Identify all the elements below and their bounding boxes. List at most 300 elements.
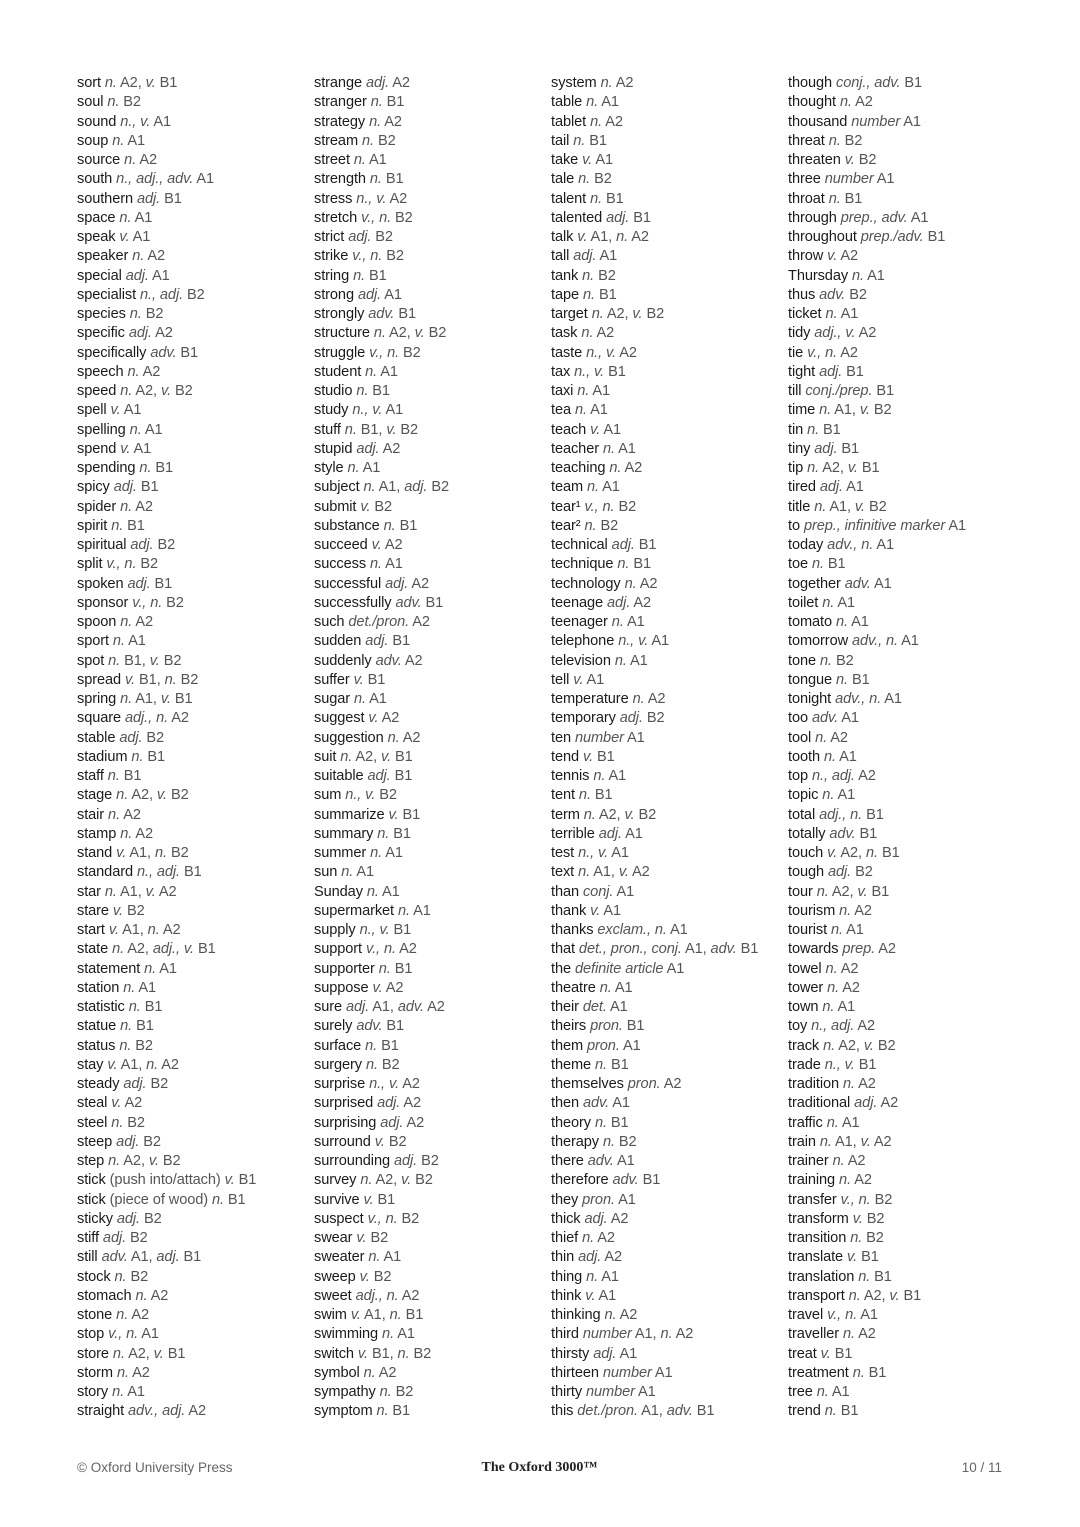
word-entry xyxy=(551,883,758,902)
word-entry xyxy=(314,151,449,170)
word-entry xyxy=(551,1383,758,1402)
word-info: n. A1 xyxy=(382,1326,415,1343)
word-entry xyxy=(551,960,758,979)
headword: spending xyxy=(77,460,136,476)
word-entry xyxy=(314,1037,449,1056)
headword: terrible xyxy=(551,825,595,842)
word-entry xyxy=(314,536,449,555)
word-info: adv. B1 xyxy=(395,594,444,611)
word-entry xyxy=(551,228,758,247)
word-entry xyxy=(788,825,966,844)
word-info: adv., n. A1 xyxy=(827,537,894,553)
word-info: n. A1 xyxy=(822,999,856,1015)
headword: study xyxy=(314,402,349,419)
headword: staff xyxy=(77,768,104,784)
word-info: n. A2, v. B2 xyxy=(373,325,447,342)
headword: treat xyxy=(788,1345,817,1362)
headword: supply xyxy=(314,922,356,938)
word-entry xyxy=(551,940,758,959)
word-entry xyxy=(788,517,966,536)
headword: their xyxy=(551,999,579,1015)
word-entry xyxy=(77,440,256,459)
headword: subject xyxy=(314,479,360,496)
headword: third xyxy=(551,1326,579,1343)
headword: sort xyxy=(77,75,101,91)
headword: step xyxy=(77,1153,105,1169)
word-entry xyxy=(314,1075,449,1094)
word-info: n. A1 xyxy=(825,306,859,322)
headword: style xyxy=(314,460,344,476)
word-entry xyxy=(77,209,256,228)
headword: tomorrow xyxy=(788,633,849,650)
word-entry xyxy=(77,575,256,594)
headword: stand xyxy=(77,845,113,861)
word-entry xyxy=(314,844,449,863)
headword: towards xyxy=(788,941,839,958)
word-info: adj. B2 xyxy=(348,229,393,245)
word-entry xyxy=(551,1056,758,1075)
headword: till xyxy=(788,383,802,399)
word-info: adj. B1 xyxy=(367,768,413,784)
word-entry xyxy=(77,247,256,266)
word-entry xyxy=(788,902,966,921)
word-entry xyxy=(77,1364,256,1383)
headword: suggestion xyxy=(314,729,384,746)
word-info: n. A2 xyxy=(132,248,165,265)
word-entry xyxy=(788,652,966,671)
word-entry xyxy=(314,190,449,209)
word-info: n., v. A2 xyxy=(369,1076,420,1092)
word-info: (piece of wood) n. B1 xyxy=(109,1191,246,1208)
headword: television xyxy=(551,652,611,669)
headword: throughout xyxy=(788,229,857,245)
headword: sudden xyxy=(314,633,362,650)
headword: stranger xyxy=(314,94,367,111)
word-entry xyxy=(551,247,758,266)
word-info: n. B2 xyxy=(379,1384,414,1400)
headword: stupid xyxy=(314,440,353,457)
word-entry xyxy=(314,613,449,632)
word-info: number A1 xyxy=(851,113,921,130)
headword: today xyxy=(788,537,824,553)
word-info: adv. A1 xyxy=(811,710,859,727)
word-entry xyxy=(77,1229,256,1248)
word-entry xyxy=(788,767,966,786)
word-entry xyxy=(314,632,449,651)
word-info: v. A1 xyxy=(590,902,622,919)
word-entry xyxy=(788,863,966,882)
word-entry xyxy=(314,709,449,728)
word-entry xyxy=(788,1152,966,1171)
headword: test xyxy=(551,845,575,861)
headword: temperature xyxy=(551,691,629,707)
word-info: adj. B1 xyxy=(127,575,173,592)
word-entry xyxy=(314,1191,449,1210)
word-info: adj. A2 xyxy=(128,325,173,342)
word-info: n. A2, v. B2 xyxy=(360,1172,433,1189)
word-entry xyxy=(314,401,449,420)
word-entry xyxy=(77,151,256,170)
word-entry xyxy=(314,209,449,228)
word-entry xyxy=(551,440,758,459)
word-info: n. A2, v. B2 xyxy=(120,383,193,399)
word-entry xyxy=(551,267,758,286)
word-entry xyxy=(551,767,758,786)
headword: touch xyxy=(788,845,824,861)
headword: topic xyxy=(788,787,819,804)
word-entry xyxy=(77,1325,256,1344)
headword: spot xyxy=(77,652,105,669)
word-info: adj. A2 xyxy=(607,594,651,611)
headword: sun xyxy=(314,864,338,881)
word-entry xyxy=(788,1017,966,1036)
word-entry xyxy=(77,498,256,517)
word-info: number A1 xyxy=(602,1364,673,1381)
word-entry xyxy=(77,555,256,574)
headword: steel xyxy=(77,1114,108,1131)
word-info: v. A1 xyxy=(582,152,614,168)
headword: strike xyxy=(314,248,349,265)
word-entry xyxy=(314,998,449,1017)
headword: sweet xyxy=(314,1287,352,1304)
headword: swear xyxy=(314,1230,353,1246)
headword: taxi xyxy=(551,383,574,399)
word-entry xyxy=(314,1094,449,1113)
headword: thought xyxy=(788,94,836,111)
word-info: n. A2 xyxy=(582,1230,615,1246)
headword: through xyxy=(788,209,837,226)
headword: themselves xyxy=(551,1076,624,1092)
headword: street xyxy=(314,152,350,168)
word-info: v. B1 xyxy=(388,806,421,823)
headword: tidy xyxy=(788,325,811,342)
word-info: n. B2 xyxy=(107,94,141,111)
headword: teenage xyxy=(551,594,604,611)
word-entry xyxy=(314,729,449,748)
word-entry xyxy=(551,170,758,189)
word-info: n. A1 xyxy=(112,132,146,149)
word-entry xyxy=(551,382,758,401)
word-info: n. B1 xyxy=(107,768,142,784)
word-info: n. B2 xyxy=(361,132,396,149)
word-entry xyxy=(77,1248,256,1267)
word-info: n. B1 xyxy=(852,1364,887,1381)
word-entry xyxy=(314,825,449,844)
word-info: n. A1, adj. B2 xyxy=(363,479,449,496)
headword: strength xyxy=(314,171,366,188)
word-info: v., n. B2 xyxy=(584,498,637,515)
word-entry xyxy=(77,421,256,440)
word-info: n. A1 xyxy=(347,460,381,476)
word-info: adj. A2 xyxy=(365,75,410,91)
word-entry xyxy=(314,1345,449,1364)
word-entry xyxy=(551,1017,758,1036)
word-entry xyxy=(314,93,449,112)
headword: them xyxy=(551,1037,584,1054)
word-info: adj. A1 xyxy=(598,825,643,842)
word-entry xyxy=(77,921,256,940)
headword: steady xyxy=(77,1076,120,1092)
word-info: v., n. B2 xyxy=(369,344,421,361)
word-entry xyxy=(788,1345,966,1364)
headword: tree xyxy=(788,1384,813,1400)
headword: traditional xyxy=(788,1095,851,1112)
headword: surround xyxy=(314,1133,371,1150)
headword: tongue xyxy=(788,671,833,688)
headword: source xyxy=(77,152,121,168)
word-info: n. A2 xyxy=(609,460,643,476)
word-entry xyxy=(314,421,449,440)
word-info: n. B1 xyxy=(128,999,163,1015)
word-entry xyxy=(77,1037,256,1056)
word-info: n., adj. B1 xyxy=(136,864,202,881)
headword: spelling xyxy=(77,421,126,438)
word-entry xyxy=(314,228,449,247)
headword: transform xyxy=(788,1210,849,1227)
headword: tell xyxy=(551,671,570,688)
headword: supporter xyxy=(314,960,375,977)
headword: thousand xyxy=(788,113,848,130)
word-entry xyxy=(77,93,256,112)
word-entry xyxy=(314,1152,449,1171)
word-info: adj. A2 xyxy=(377,1095,422,1112)
word-info: conj., adv. B1 xyxy=(836,75,922,91)
word-info: n. B2 xyxy=(584,517,619,534)
word-entry xyxy=(788,267,966,286)
word-entry xyxy=(788,806,966,825)
word-entry xyxy=(77,478,256,497)
word-entry xyxy=(314,767,449,786)
word-info: v., n. A2 xyxy=(365,941,417,958)
word-entry xyxy=(788,132,966,151)
headword: transfer xyxy=(788,1191,837,1208)
word-info: n. A1 xyxy=(370,845,403,861)
word-info: v. B2 xyxy=(852,1210,885,1227)
word-info: adv. B1 xyxy=(612,1172,661,1189)
word-entry xyxy=(788,786,966,805)
word-entry xyxy=(77,74,256,93)
headword: store xyxy=(77,1345,109,1362)
word-entry xyxy=(77,883,256,902)
headword: they xyxy=(551,1191,579,1208)
word-info: n. A2 xyxy=(624,575,658,592)
word-info: n. B1 xyxy=(578,787,613,804)
headword: sum xyxy=(314,787,342,804)
word-info: adv. A1 xyxy=(844,575,892,592)
word-info: n. B1 xyxy=(595,1056,629,1073)
word-info: v. A1 xyxy=(110,402,142,419)
word-entry xyxy=(788,748,966,767)
word-info: adv. A1 xyxy=(582,1095,630,1112)
word-entry xyxy=(314,575,449,594)
word-entry xyxy=(788,1402,966,1421)
word-info: n. B1 xyxy=(353,267,387,284)
word-info: n. A2, v. B1 xyxy=(807,460,880,476)
headword: throw xyxy=(788,248,824,265)
word-entry xyxy=(314,1248,449,1267)
word-info: v. B2 xyxy=(112,902,145,919)
word-entry xyxy=(77,267,256,286)
word-info: number A1 xyxy=(574,729,645,746)
word-info: v. A1, n. B1 xyxy=(350,1307,424,1323)
word-info: n. A1 xyxy=(366,883,400,900)
word-info: exclam., n. A1 xyxy=(597,922,688,938)
word-info: det. A1 xyxy=(582,999,628,1015)
headword: state xyxy=(77,941,109,958)
word-entry xyxy=(551,421,758,440)
headword: square xyxy=(77,710,122,727)
word-entry xyxy=(77,825,256,844)
headword: thing xyxy=(551,1268,583,1285)
headword: space xyxy=(77,209,116,226)
word-entry xyxy=(551,998,758,1017)
headword: storm xyxy=(77,1364,113,1381)
headword: stone xyxy=(77,1307,113,1323)
word-info: n. B1 xyxy=(836,671,870,688)
headword: speak xyxy=(77,229,116,245)
word-info: v. B1, n. B2 xyxy=(357,1345,432,1362)
word-info: adv., adj. A2 xyxy=(128,1403,207,1420)
word-entry xyxy=(77,286,256,305)
word-entry xyxy=(788,979,966,998)
word-info: adv. A1 xyxy=(587,1153,635,1169)
word-entry xyxy=(788,1268,966,1287)
word-info: v. B1 xyxy=(820,1345,853,1362)
word-info: n. B1 xyxy=(139,460,174,476)
headword: there xyxy=(551,1153,584,1169)
headword: stiff xyxy=(77,1230,99,1246)
headword: stair xyxy=(77,806,105,823)
headword: trade xyxy=(788,1056,821,1073)
word-info: n. A1, v. B2 xyxy=(814,498,887,515)
headword: then xyxy=(551,1095,580,1112)
word-info: n. A2 xyxy=(387,729,421,746)
word-entry xyxy=(551,555,758,574)
word-info: conj./prep. B1 xyxy=(805,383,895,399)
word-info: prep., adv. A1 xyxy=(840,209,929,226)
word-entry xyxy=(314,440,449,459)
word-info: n. A1 xyxy=(574,402,608,419)
headword: student xyxy=(314,363,362,380)
word-entry xyxy=(314,1325,449,1344)
word-info: n., v. A1 xyxy=(578,845,629,861)
word-info: n. A1 xyxy=(353,691,387,707)
headword: suitable xyxy=(314,768,364,784)
word-entry xyxy=(551,1171,758,1190)
word-entry xyxy=(77,1171,256,1190)
word-entry xyxy=(788,382,966,401)
word-entry xyxy=(77,132,256,151)
word-info: adj. B1 xyxy=(136,190,182,207)
word-info: v., n. B2 xyxy=(367,1210,420,1227)
word-info: n. A1 xyxy=(123,979,157,996)
word-info: n. B1 xyxy=(369,171,404,188)
word-info: v., n. B2 xyxy=(840,1191,893,1208)
headword: talented xyxy=(551,209,603,226)
word-entry xyxy=(314,1287,449,1306)
word-info: n. A2 xyxy=(120,825,154,842)
headword: summer xyxy=(314,845,367,861)
word-entry xyxy=(77,1075,256,1094)
word-info: v. A2 xyxy=(371,537,403,553)
headword: such xyxy=(314,614,345,630)
headword: spoken xyxy=(77,575,124,592)
word-entry xyxy=(77,844,256,863)
word-info: det./pron. A1, adv. B1 xyxy=(577,1403,715,1420)
headword: therapy xyxy=(551,1133,599,1150)
headword: status xyxy=(77,1037,116,1054)
word-entry xyxy=(77,902,256,921)
word-info: n. A2, v. B2 xyxy=(591,306,665,322)
word-entry xyxy=(314,478,449,497)
word-info: n. A1, v. A2 xyxy=(819,1133,892,1150)
word-info: n. A2 xyxy=(839,902,872,919)
headword: symptom xyxy=(314,1403,373,1420)
page-footer xyxy=(77,1460,1002,1480)
word-info: n. A1 xyxy=(112,1384,145,1400)
word-info: adj., v. A2 xyxy=(814,325,877,342)
word-info: adv., n. A1 xyxy=(852,633,919,650)
word-entry xyxy=(788,498,966,517)
headword: surprise xyxy=(314,1076,366,1092)
word-info: n. A2 xyxy=(116,1364,150,1381)
headword: tool xyxy=(788,729,812,746)
headword: survey xyxy=(314,1172,357,1189)
word-column-2 xyxy=(314,74,449,1422)
headword: train xyxy=(788,1133,816,1150)
word-entry xyxy=(77,344,256,363)
word-entry xyxy=(551,979,758,998)
word-info: n. A2, v. B2 xyxy=(583,806,657,823)
word-entry xyxy=(551,1191,758,1210)
headword: split xyxy=(77,556,103,573)
headword: stick xyxy=(77,1191,106,1208)
word-entry xyxy=(788,286,966,305)
word-entry xyxy=(314,594,449,613)
word-info: adj. B2 xyxy=(619,710,665,727)
word-info: n. A2, v. B2 xyxy=(108,1153,181,1169)
word-info: adj. B1 xyxy=(814,440,860,457)
word-info: definite article A1 xyxy=(574,960,685,977)
headword: switch xyxy=(314,1345,354,1362)
word-info: n. A1, v. B2 xyxy=(819,402,892,419)
word-info: n. A1 xyxy=(822,787,856,804)
headword: special xyxy=(77,267,122,284)
word-info: n., v. A1 xyxy=(618,633,669,650)
word-entry xyxy=(314,286,449,305)
word-info: n., v. A1 xyxy=(352,402,404,419)
headword: start xyxy=(77,922,105,938)
headword: target xyxy=(551,306,588,322)
word-info: v. A1 xyxy=(585,1287,617,1304)
word-entry xyxy=(77,324,256,343)
headword: stretch xyxy=(314,209,358,226)
word-info: v. B2 xyxy=(374,1133,407,1150)
word-entry xyxy=(788,555,966,574)
word-info: n. A1, v. B1 xyxy=(120,691,193,707)
word-info: adj. A2 xyxy=(578,1249,623,1266)
headword: summarize xyxy=(314,806,385,823)
headword: ticket xyxy=(788,306,822,322)
word-info: n. B1 xyxy=(573,132,607,149)
headword: theatre xyxy=(551,979,596,996)
word-entry xyxy=(551,1094,758,1113)
word-info: adv. A1, adj. B1 xyxy=(101,1249,202,1266)
word-entry xyxy=(314,247,449,266)
headword: transition xyxy=(788,1230,847,1246)
word-entry xyxy=(551,748,758,767)
headword: tourist xyxy=(788,922,828,938)
